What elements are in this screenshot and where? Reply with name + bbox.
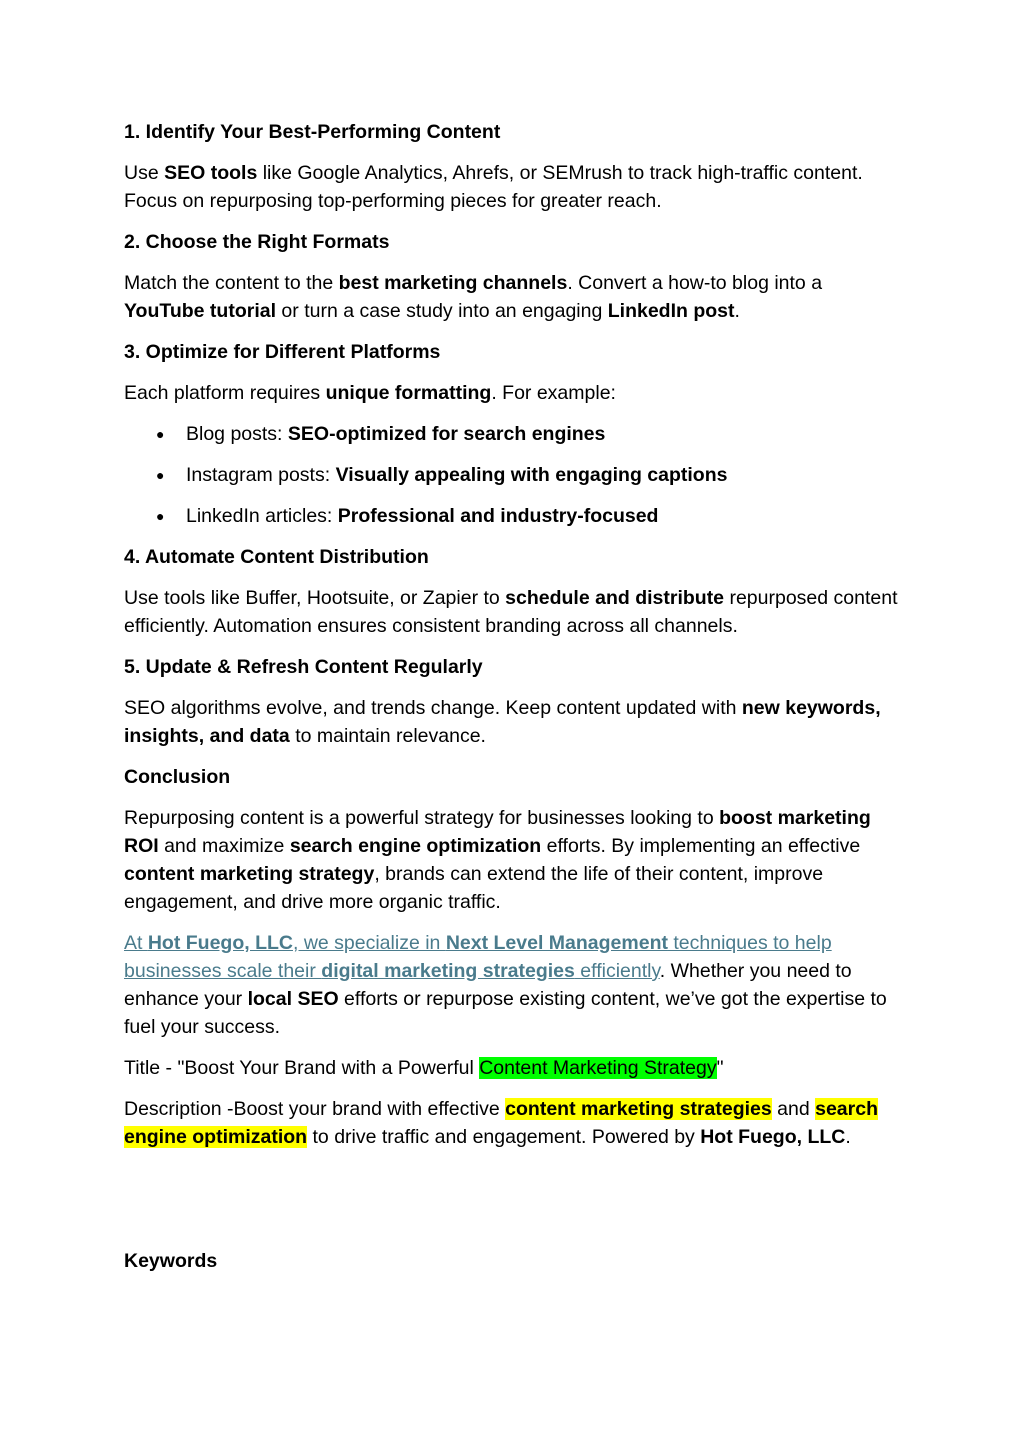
company-paragraph: At Hot Fuego, LLC, we specialize in Next Level Management techniques to help businesses scale their digital marketing strategies efficiently. Whether you need to enhance your local SEO efforts or repurpose existing content, we’ve got the expertise to fuel your success. xyxy=(124,932,887,1038)
highlight-yellow: content marketing strategies xyxy=(505,1098,772,1120)
section-5-heading: 5. Update & Refresh Content Regularly xyxy=(124,656,483,678)
section-1-heading: 1. Identify Your Best-Performing Content xyxy=(124,121,501,143)
section-3-heading: 3. Optimize for Different Platforms xyxy=(124,341,441,363)
keywords-heading: Keywords xyxy=(124,1250,218,1272)
bullet-icon: ● xyxy=(156,467,165,483)
document-body xyxy=(124,118,904,1288)
list-item: ● Blog posts: SEO-optimized for search engines xyxy=(186,420,904,448)
platform-list xyxy=(124,420,904,530)
section-1-paragraph: Use SEO tools like Google Analytics, Ahrefs, or SEMrush to track high-traffic content. Focus on repurposing top-performing pieces for greater reach. xyxy=(124,162,863,212)
highlight-yellow: search engine optimization xyxy=(124,1098,878,1148)
company-link[interactable]: At Hot Fuego, LLC, we specialize in Next Level Management techniques to help businesses scale their digital marketing strategies efficiently xyxy=(124,932,832,982)
section-4-heading: 4. Automate Content Distribution xyxy=(124,546,429,568)
conclusion-heading: Conclusion xyxy=(124,766,231,788)
section-5-paragraph: SEO algorithms evolve, and trends change. Keep content updated with new keywords, insights, and data to maintain relevance. xyxy=(124,697,881,747)
conclusion-paragraph: Repurposing content is a powerful strategy for businesses looking to boost marketing ROI and maximize search engine optimization efforts. By implementing an effective content marketing strategy, brands can extend the life of their content, improve engagement, and drive more organic traffic. xyxy=(124,807,871,913)
section-3-paragraph: Each platform requires unique formatting. For example: xyxy=(124,382,616,404)
section-2-paragraph: Match the content to the best marketing channels. Convert a how-to blog into a YouTube tutorial or turn a case study into an engaging LinkedIn post. xyxy=(124,272,823,322)
list-item: ● Instagram posts: Visually appealing with engaging captions xyxy=(186,461,904,489)
description-line: Description -Boost your brand with effective content marketing strategies and search engine optimization to drive traffic and engagement. Powered by Hot Fuego, LLC. xyxy=(124,1098,878,1148)
highlight-green: Content Marketing Strategy xyxy=(479,1057,717,1079)
title-line: Title - "Boost Your Brand with a Powerful Content Marketing Strategy" xyxy=(124,1057,724,1079)
bullet-icon: ● xyxy=(156,426,165,442)
list-item: ● LinkedIn articles: Professional and industry-focused xyxy=(186,502,904,530)
section-4-paragraph: Use tools like Buffer, Hootsuite, or Zapier to schedule and distribute repurposed content efficiently. Automation ensures consistent branding across all channels. xyxy=(124,587,898,637)
bullet-icon: ● xyxy=(156,508,165,524)
section-2-heading: 2. Choose the Right Formats xyxy=(124,231,390,253)
